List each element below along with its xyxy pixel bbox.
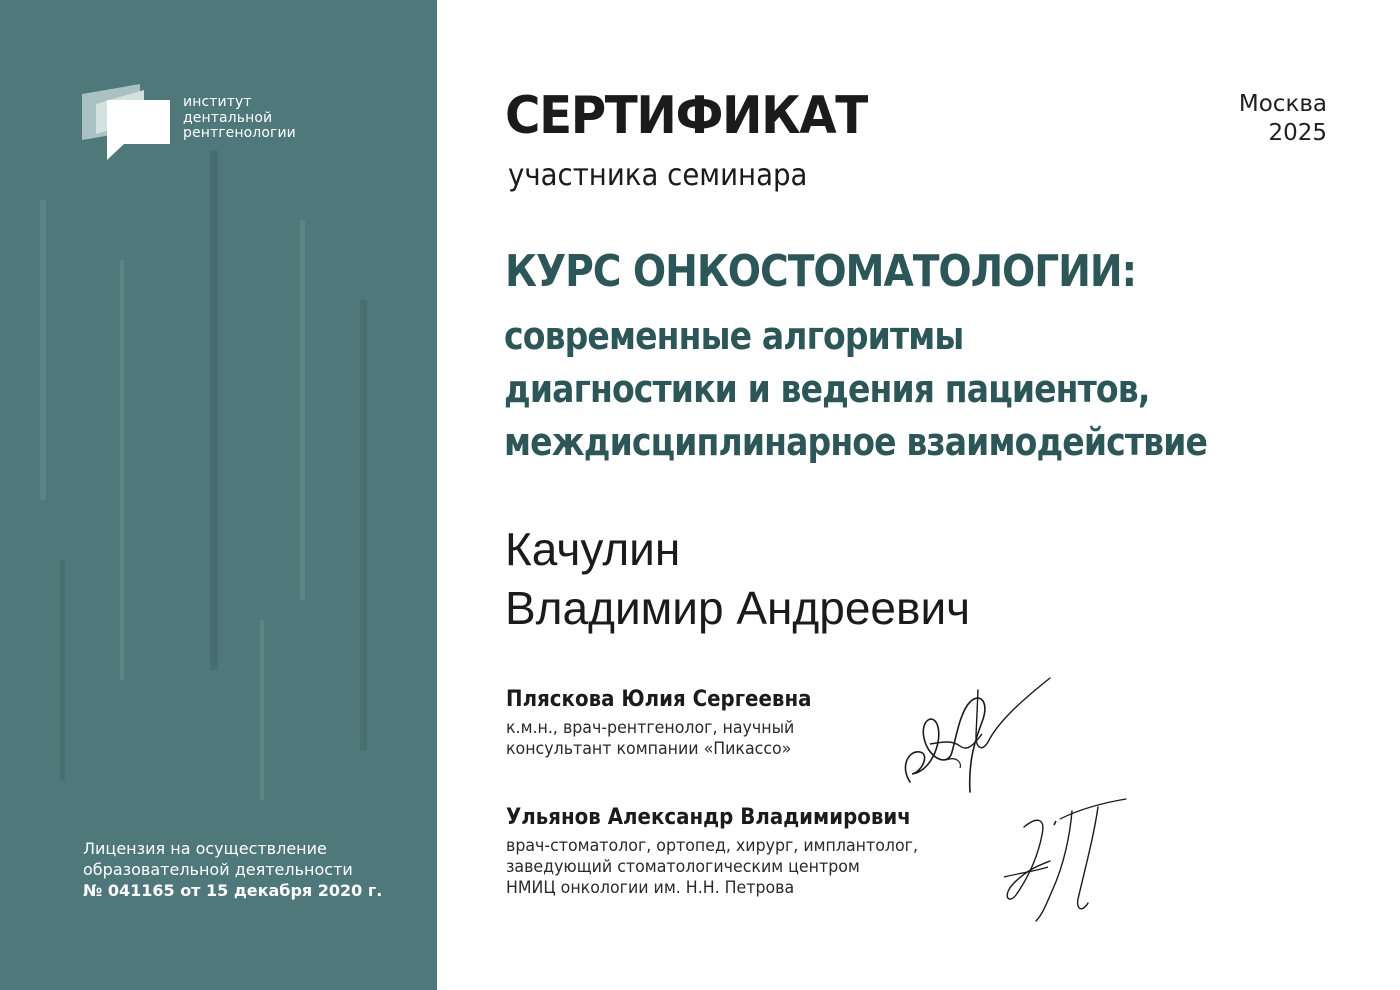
logo-text xyxy=(183,95,296,142)
logo-line-1: институт xyxy=(183,94,252,110)
signer-name: Пляскова Юлия Сергеевна xyxy=(506,687,812,712)
license-line-2: образовательной деятельности xyxy=(83,860,353,879)
logo-line-3: рентгенологии xyxy=(183,125,296,141)
signer-block-1 xyxy=(506,687,845,760)
speech-bubble-logo-icon xyxy=(82,84,172,164)
sidebar-panel xyxy=(0,0,437,990)
license-line-1: Лицензия на осуществление xyxy=(83,839,327,858)
signer-role-line: консультант компании «Пикассо» xyxy=(506,739,792,759)
certificate-title: СЕРТИФИКАТ xyxy=(505,86,867,146)
signer-role-line: заведующий стоматологическим центром xyxy=(506,857,860,877)
certificate-subtitle: участника семинара xyxy=(508,158,808,193)
logo-line-2: дентальной xyxy=(183,109,273,126)
license-number: № 041165 от 15 декабря 2020 г. xyxy=(83,881,383,900)
course-heading: КУРС ОНКОСТОМАТОЛОГИИ: xyxy=(505,246,1137,297)
participant-name xyxy=(505,520,970,638)
city: Москва xyxy=(1238,91,1327,117)
course-line-3: междисциплинарное взаимодействие xyxy=(504,420,1208,464)
signer-name: Ульянов Александр Владимирович xyxy=(506,805,911,830)
course-line-1: современные алгоритмы xyxy=(504,314,964,358)
participant-given-names: Владимир Андреевич xyxy=(505,582,971,634)
handwritten-signature-icon xyxy=(890,672,1060,802)
signer-role xyxy=(506,718,822,760)
course-description xyxy=(504,310,1207,469)
institute-logo xyxy=(82,84,342,164)
city-year xyxy=(1239,90,1327,148)
license-info xyxy=(83,838,382,901)
signer-role xyxy=(506,836,924,899)
signer-role-line: врач-стоматолог, ортопед, хирург, имплантолог, xyxy=(506,836,919,856)
signer-role-line: к.м.н., врач-рентгенолог, научный xyxy=(506,718,795,738)
handwritten-signature-icon xyxy=(990,795,1130,930)
signer-role-line: НМИЦ онкологии им. Н.Н. Петрова xyxy=(506,878,795,898)
participant-surname: Качулин xyxy=(505,523,681,575)
course-line-2: диагностики и ведения пациентов, xyxy=(504,367,1150,411)
signer-block-2 xyxy=(506,805,956,899)
year: 2025 xyxy=(1268,120,1327,146)
